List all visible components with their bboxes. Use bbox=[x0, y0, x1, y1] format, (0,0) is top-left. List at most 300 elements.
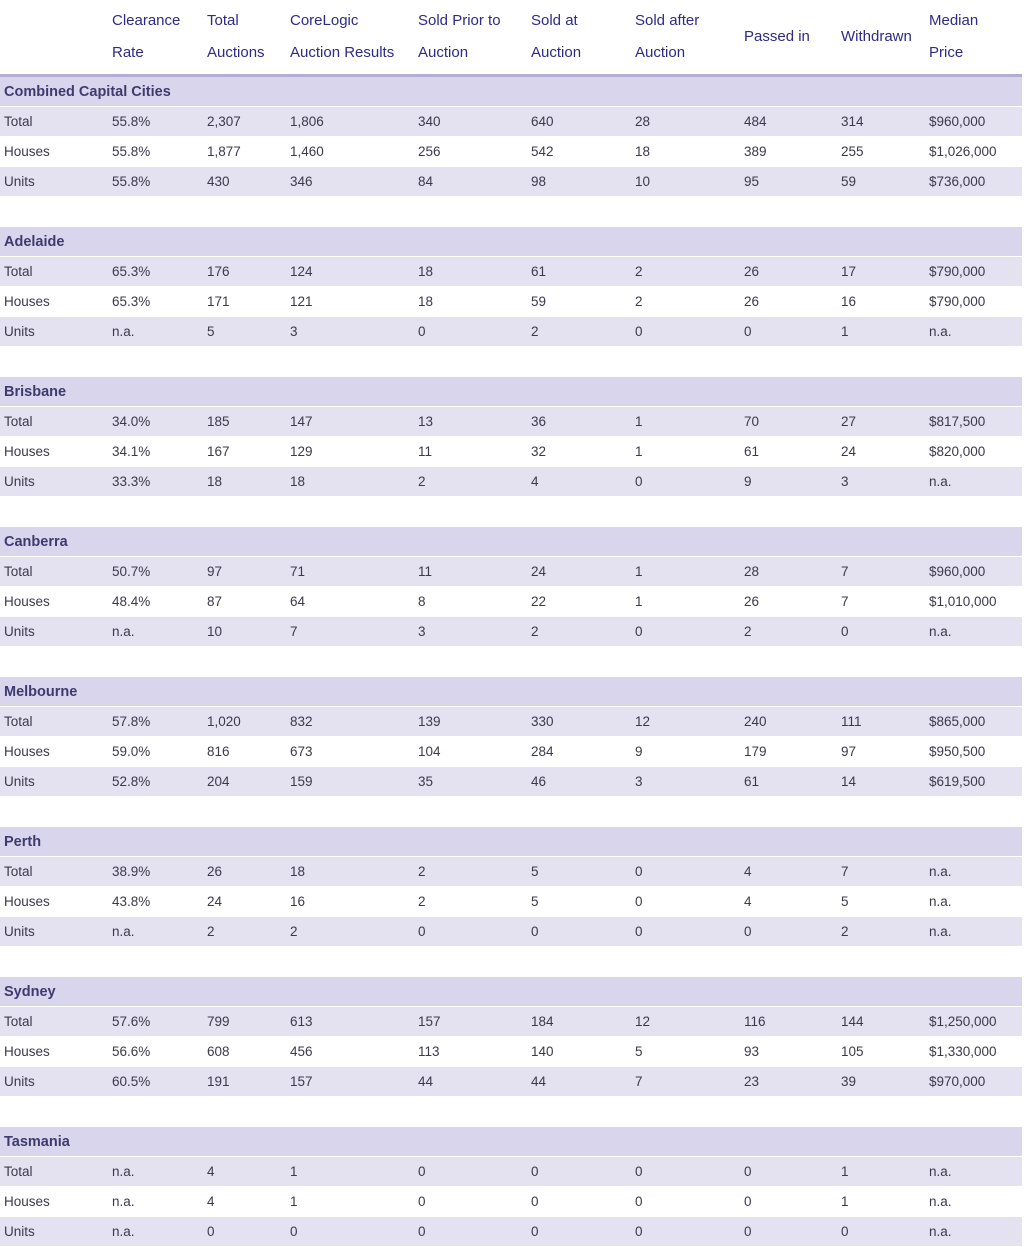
table-row bbox=[0, 1067, 1022, 1097]
cell-sold-after: 0 bbox=[631, 1157, 740, 1187]
cell-withdrawn: 314 bbox=[837, 107, 925, 137]
cell-sold-prior: 84 bbox=[414, 167, 527, 197]
cell-sold-at: 46 bbox=[527, 767, 631, 797]
spacer-cell bbox=[0, 797, 1022, 827]
table-row bbox=[0, 557, 1022, 587]
cell-sold-at: 330 bbox=[527, 707, 631, 737]
row-label: Houses bbox=[0, 737, 108, 767]
cell-corelogic-results: 7 bbox=[286, 617, 414, 647]
cell-passed-in: 0 bbox=[740, 917, 837, 947]
cell-withdrawn: 1 bbox=[837, 1157, 925, 1187]
cell-passed-in: 23 bbox=[740, 1067, 837, 1097]
column-header-sold-prior bbox=[414, 0, 527, 76]
cell-median-price: n.a. bbox=[925, 1187, 1022, 1217]
cell-sold-at: 59 bbox=[527, 287, 631, 317]
cell-corelogic-results: 16 bbox=[286, 887, 414, 917]
cell-clearance-rate: 65.3% bbox=[108, 287, 203, 317]
row-label: Total bbox=[0, 1007, 108, 1037]
cell-withdrawn: 3 bbox=[837, 467, 925, 497]
cell-total-auctions: 26 bbox=[203, 857, 286, 887]
cell-total-auctions: 1,020 bbox=[203, 707, 286, 737]
cell-corelogic-results: 2 bbox=[286, 917, 414, 947]
cell-corelogic-results: 18 bbox=[286, 857, 414, 887]
cell-median-price: n.a. bbox=[925, 917, 1022, 947]
cell-median-price: n.a. bbox=[925, 317, 1022, 347]
cell-sold-at: 0 bbox=[527, 1157, 631, 1187]
cell-passed-in: 240 bbox=[740, 707, 837, 737]
cell-sold-prior: 2 bbox=[414, 887, 527, 917]
column-header-median-price bbox=[925, 0, 1022, 76]
spacer-cell bbox=[0, 347, 1022, 377]
table-row bbox=[0, 917, 1022, 947]
row-label: Units bbox=[0, 767, 108, 797]
column-header-passed-in bbox=[740, 0, 837, 76]
table-row bbox=[0, 1157, 1022, 1187]
cell-sold-prior: 104 bbox=[414, 737, 527, 767]
cell-sold-at: 98 bbox=[527, 167, 631, 197]
row-label: Total bbox=[0, 107, 108, 137]
cell-passed-in: 4 bbox=[740, 887, 837, 917]
cell-sold-prior: 35 bbox=[414, 767, 527, 797]
group-spacer bbox=[0, 197, 1022, 227]
cell-clearance-rate: n.a. bbox=[108, 1187, 203, 1217]
table-body bbox=[0, 76, 1022, 1247]
cell-sold-after: 0 bbox=[631, 1217, 740, 1247]
cell-total-auctions: 10 bbox=[203, 617, 286, 647]
cell-passed-in: 0 bbox=[740, 1187, 837, 1217]
cell-withdrawn: 27 bbox=[837, 407, 925, 437]
group-header-row bbox=[0, 827, 1022, 857]
group-header-row bbox=[0, 76, 1022, 107]
table-row bbox=[0, 1217, 1022, 1247]
spacer-cell bbox=[0, 197, 1022, 227]
cell-clearance-rate: 57.8% bbox=[108, 707, 203, 737]
cell-median-price: $790,000 bbox=[925, 287, 1022, 317]
column-header-clearance-rate bbox=[108, 0, 203, 76]
cell-median-price: $619,500 bbox=[925, 767, 1022, 797]
cell-clearance-rate: 48.4% bbox=[108, 587, 203, 617]
cell-sold-at: 2 bbox=[527, 317, 631, 347]
table-row bbox=[0, 407, 1022, 437]
cell-total-auctions: 5 bbox=[203, 317, 286, 347]
cell-median-price: n.a. bbox=[925, 467, 1022, 497]
cell-sold-at: 24 bbox=[527, 557, 631, 587]
column-header-total-auctions bbox=[203, 0, 286, 76]
row-label: Houses bbox=[0, 287, 108, 317]
row-label: Houses bbox=[0, 1187, 108, 1217]
column-header-line: Auction bbox=[531, 44, 582, 61]
cell-corelogic-results: 1 bbox=[286, 1157, 414, 1187]
cell-corelogic-results: 124 bbox=[286, 257, 414, 287]
cell-sold-prior: 0 bbox=[414, 1187, 527, 1217]
cell-corelogic-results: 1 bbox=[286, 1187, 414, 1217]
cell-total-auctions: 185 bbox=[203, 407, 286, 437]
cell-sold-at: 5 bbox=[527, 887, 631, 917]
cell-sold-prior: 11 bbox=[414, 557, 527, 587]
cell-corelogic-results: 64 bbox=[286, 587, 414, 617]
table-row bbox=[0, 857, 1022, 887]
cell-sold-prior: 3 bbox=[414, 617, 527, 647]
cell-withdrawn: 24 bbox=[837, 437, 925, 467]
column-header-line: Rate bbox=[112, 44, 144, 61]
cell-clearance-rate: n.a. bbox=[108, 1157, 203, 1187]
cell-median-price: $817,500 bbox=[925, 407, 1022, 437]
cell-withdrawn: 7 bbox=[837, 857, 925, 887]
group-header-row bbox=[0, 527, 1022, 557]
cell-sold-prior: 256 bbox=[414, 137, 527, 167]
cell-clearance-rate: 60.5% bbox=[108, 1067, 203, 1097]
group-spacer bbox=[0, 497, 1022, 527]
cell-withdrawn: 1 bbox=[837, 317, 925, 347]
cell-clearance-rate: n.a. bbox=[108, 917, 203, 947]
cell-clearance-rate: 55.8% bbox=[108, 107, 203, 137]
spacer-cell bbox=[0, 947, 1022, 977]
cell-sold-after: 12 bbox=[631, 707, 740, 737]
group-name: Tasmania bbox=[0, 1127, 1022, 1157]
cell-clearance-rate: 59.0% bbox=[108, 737, 203, 767]
cell-sold-after: 18 bbox=[631, 137, 740, 167]
row-label: Units bbox=[0, 617, 108, 647]
cell-passed-in: 95 bbox=[740, 167, 837, 197]
cell-corelogic-results: 673 bbox=[286, 737, 414, 767]
cell-passed-in: 0 bbox=[740, 1217, 837, 1247]
cell-withdrawn: 5 bbox=[837, 887, 925, 917]
cell-total-auctions: 176 bbox=[203, 257, 286, 287]
cell-clearance-rate: n.a. bbox=[108, 317, 203, 347]
cell-clearance-rate: 43.8% bbox=[108, 887, 203, 917]
table-row bbox=[0, 137, 1022, 167]
cell-total-auctions: 816 bbox=[203, 737, 286, 767]
cell-total-auctions: 2 bbox=[203, 917, 286, 947]
table-row bbox=[0, 437, 1022, 467]
table-row bbox=[0, 617, 1022, 647]
cell-sold-at: 640 bbox=[527, 107, 631, 137]
row-label: Total bbox=[0, 707, 108, 737]
cell-total-auctions: 18 bbox=[203, 467, 286, 497]
column-header-line: Passed in bbox=[744, 28, 810, 45]
cell-sold-prior: 2 bbox=[414, 857, 527, 887]
cell-withdrawn: 0 bbox=[837, 1217, 925, 1247]
cell-total-auctions: 430 bbox=[203, 167, 286, 197]
cell-sold-prior: 340 bbox=[414, 107, 527, 137]
table-row bbox=[0, 167, 1022, 197]
cell-corelogic-results: 346 bbox=[286, 167, 414, 197]
cell-sold-after: 0 bbox=[631, 317, 740, 347]
cell-passed-in: 0 bbox=[740, 317, 837, 347]
cell-total-auctions: 97 bbox=[203, 557, 286, 587]
row-label: Houses bbox=[0, 887, 108, 917]
cell-passed-in: 28 bbox=[740, 557, 837, 587]
group-header-row bbox=[0, 1127, 1022, 1157]
row-label: Total bbox=[0, 857, 108, 887]
cell-sold-after: 5 bbox=[631, 1037, 740, 1067]
cell-clearance-rate: 56.6% bbox=[108, 1037, 203, 1067]
table-row bbox=[0, 1037, 1022, 1067]
cell-corelogic-results: 121 bbox=[286, 287, 414, 317]
cell-sold-at: 140 bbox=[527, 1037, 631, 1067]
column-header-line: Auctions bbox=[207, 44, 265, 61]
cell-clearance-rate: 34.0% bbox=[108, 407, 203, 437]
cell-sold-at: 0 bbox=[527, 1217, 631, 1247]
spacer-cell bbox=[0, 497, 1022, 527]
cell-sold-at: 184 bbox=[527, 1007, 631, 1037]
cell-sold-at: 0 bbox=[527, 917, 631, 947]
cell-clearance-rate: n.a. bbox=[108, 617, 203, 647]
row-label: Houses bbox=[0, 137, 108, 167]
cell-clearance-rate: 33.3% bbox=[108, 467, 203, 497]
column-header-line: Auction Results bbox=[290, 44, 395, 61]
cell-sold-prior: 44 bbox=[414, 1067, 527, 1097]
cell-passed-in: 26 bbox=[740, 257, 837, 287]
table-row bbox=[0, 287, 1022, 317]
cell-sold-at: 5 bbox=[527, 857, 631, 887]
group-name: Brisbane bbox=[0, 377, 1022, 407]
column-header-withdrawn bbox=[837, 0, 925, 76]
cell-sold-after: 9 bbox=[631, 737, 740, 767]
cell-withdrawn: 14 bbox=[837, 767, 925, 797]
cell-clearance-rate: 55.8% bbox=[108, 167, 203, 197]
spacer-cell bbox=[0, 647, 1022, 677]
column-header-line: Sold Prior to bbox=[418, 12, 501, 29]
cell-median-price: $736,000 bbox=[925, 167, 1022, 197]
cell-clearance-rate: 52.8% bbox=[108, 767, 203, 797]
cell-passed-in: 26 bbox=[740, 287, 837, 317]
cell-sold-after: 12 bbox=[631, 1007, 740, 1037]
cell-median-price: n.a. bbox=[925, 887, 1022, 917]
cell-sold-after: 1 bbox=[631, 557, 740, 587]
cell-clearance-rate: 50.7% bbox=[108, 557, 203, 587]
cell-median-price: $820,000 bbox=[925, 437, 1022, 467]
table-row bbox=[0, 737, 1022, 767]
group-header-row bbox=[0, 677, 1022, 707]
cell-sold-prior: 13 bbox=[414, 407, 527, 437]
cell-median-price: $1,010,000 bbox=[925, 587, 1022, 617]
cell-passed-in: 0 bbox=[740, 1157, 837, 1187]
cell-withdrawn: 16 bbox=[837, 287, 925, 317]
cell-withdrawn: 7 bbox=[837, 587, 925, 617]
cell-passed-in: 389 bbox=[740, 137, 837, 167]
row-label: Houses bbox=[0, 1037, 108, 1067]
group-header-row bbox=[0, 377, 1022, 407]
cell-median-price: $970,000 bbox=[925, 1067, 1022, 1097]
cell-corelogic-results: 159 bbox=[286, 767, 414, 797]
table-row bbox=[0, 767, 1022, 797]
group-name: Perth bbox=[0, 827, 1022, 857]
row-label: Total bbox=[0, 557, 108, 587]
cell-median-price: $960,000 bbox=[925, 557, 1022, 587]
group-spacer bbox=[0, 647, 1022, 677]
row-label: Total bbox=[0, 407, 108, 437]
cell-passed-in: 2 bbox=[740, 617, 837, 647]
row-label: Units bbox=[0, 467, 108, 497]
cell-passed-in: 179 bbox=[740, 737, 837, 767]
cell-corelogic-results: 0 bbox=[286, 1217, 414, 1247]
group-spacer bbox=[0, 797, 1022, 827]
cell-withdrawn: 0 bbox=[837, 617, 925, 647]
cell-sold-prior: 0 bbox=[414, 1217, 527, 1247]
cell-sold-after: 0 bbox=[631, 617, 740, 647]
cell-median-price: $865,000 bbox=[925, 707, 1022, 737]
spacer-cell bbox=[0, 1097, 1022, 1127]
row-label: Total bbox=[0, 1157, 108, 1187]
cell-sold-after: 2 bbox=[631, 287, 740, 317]
cell-corelogic-results: 832 bbox=[286, 707, 414, 737]
column-header-line: Auction bbox=[418, 44, 469, 61]
group-header-row bbox=[0, 977, 1022, 1007]
cell-sold-after: 0 bbox=[631, 887, 740, 917]
cell-corelogic-results: 71 bbox=[286, 557, 414, 587]
cell-sold-prior: 0 bbox=[414, 1157, 527, 1187]
group-name: Combined Capital Cities bbox=[0, 76, 1022, 107]
cell-sold-prior: 18 bbox=[414, 257, 527, 287]
row-label: Units bbox=[0, 167, 108, 197]
column-header-line: Auction bbox=[635, 44, 686, 61]
cell-passed-in: 93 bbox=[740, 1037, 837, 1067]
cell-corelogic-results: 456 bbox=[286, 1037, 414, 1067]
cell-passed-in: 61 bbox=[740, 437, 837, 467]
group-name: Sydney bbox=[0, 977, 1022, 1007]
cell-passed-in: 4 bbox=[740, 857, 837, 887]
group-spacer bbox=[0, 347, 1022, 377]
cell-corelogic-results: 1,806 bbox=[286, 107, 414, 137]
header-row bbox=[0, 0, 1022, 76]
column-header-blank bbox=[0, 0, 108, 76]
cell-median-price: $1,250,000 bbox=[925, 1007, 1022, 1037]
cell-sold-after: 0 bbox=[631, 917, 740, 947]
cell-sold-prior: 2 bbox=[414, 467, 527, 497]
column-header-line: Sold at bbox=[531, 12, 578, 29]
column-header-line: Sold after bbox=[635, 12, 700, 29]
cell-median-price: n.a. bbox=[925, 857, 1022, 887]
cell-sold-after: 0 bbox=[631, 1187, 740, 1217]
cell-withdrawn: 111 bbox=[837, 707, 925, 737]
cell-withdrawn: 39 bbox=[837, 1067, 925, 1097]
cell-total-auctions: 0 bbox=[203, 1217, 286, 1247]
cell-sold-prior: 113 bbox=[414, 1037, 527, 1067]
group-spacer bbox=[0, 1097, 1022, 1127]
cell-median-price: n.a. bbox=[925, 1217, 1022, 1247]
cell-sold-at: 44 bbox=[527, 1067, 631, 1097]
cell-total-auctions: 87 bbox=[203, 587, 286, 617]
cell-sold-at: 284 bbox=[527, 737, 631, 767]
cell-corelogic-results: 157 bbox=[286, 1067, 414, 1097]
cell-sold-after: 7 bbox=[631, 1067, 740, 1097]
group-name: Melbourne bbox=[0, 677, 1022, 707]
cell-total-auctions: 2,307 bbox=[203, 107, 286, 137]
table-row bbox=[0, 467, 1022, 497]
table-row bbox=[0, 107, 1022, 137]
table-row bbox=[0, 1187, 1022, 1217]
cell-clearance-rate: 65.3% bbox=[108, 257, 203, 287]
column-header-line: Median bbox=[929, 12, 979, 29]
cell-withdrawn: 17 bbox=[837, 257, 925, 287]
cell-sold-after: 3 bbox=[631, 767, 740, 797]
cell-corelogic-results: 613 bbox=[286, 1007, 414, 1037]
cell-withdrawn: 97 bbox=[837, 737, 925, 767]
cell-sold-prior: 157 bbox=[414, 1007, 527, 1037]
row-label: Units bbox=[0, 1217, 108, 1247]
cell-median-price: $790,000 bbox=[925, 257, 1022, 287]
cell-sold-at: 0 bbox=[527, 1187, 631, 1217]
row-label: Total bbox=[0, 257, 108, 287]
column-header-line: Withdrawn bbox=[841, 28, 912, 45]
cell-passed-in: 116 bbox=[740, 1007, 837, 1037]
column-header-corelogic-results bbox=[286, 0, 414, 76]
cell-sold-after: 10 bbox=[631, 167, 740, 197]
table-row bbox=[0, 317, 1022, 347]
cell-median-price: $1,330,000 bbox=[925, 1037, 1022, 1067]
column-header-line: Price bbox=[929, 44, 964, 61]
cell-sold-prior: 139 bbox=[414, 707, 527, 737]
cell-sold-prior: 11 bbox=[414, 437, 527, 467]
cell-sold-at: 61 bbox=[527, 257, 631, 287]
table-row bbox=[0, 1007, 1022, 1037]
cell-sold-at: 36 bbox=[527, 407, 631, 437]
group-spacer bbox=[0, 947, 1022, 977]
cell-passed-in: 70 bbox=[740, 407, 837, 437]
cell-total-auctions: 799 bbox=[203, 1007, 286, 1037]
cell-clearance-rate: 57.6% bbox=[108, 1007, 203, 1037]
cell-sold-prior: 18 bbox=[414, 287, 527, 317]
cell-corelogic-results: 1,460 bbox=[286, 137, 414, 167]
cell-total-auctions: 4 bbox=[203, 1187, 286, 1217]
cell-passed-in: 484 bbox=[740, 107, 837, 137]
cell-median-price: n.a. bbox=[925, 1157, 1022, 1187]
cell-clearance-rate: n.a. bbox=[108, 1217, 203, 1247]
table-row bbox=[0, 257, 1022, 287]
cell-sold-prior: 0 bbox=[414, 317, 527, 347]
cell-corelogic-results: 129 bbox=[286, 437, 414, 467]
table-header bbox=[0, 0, 1022, 76]
cell-sold-prior: 8 bbox=[414, 587, 527, 617]
cell-withdrawn: 2 bbox=[837, 917, 925, 947]
cell-passed-in: 61 bbox=[740, 767, 837, 797]
cell-sold-after: 1 bbox=[631, 407, 740, 437]
table-row bbox=[0, 587, 1022, 617]
cell-corelogic-results: 147 bbox=[286, 407, 414, 437]
cell-median-price: $1,026,000 bbox=[925, 137, 1022, 167]
cell-sold-after: 28 bbox=[631, 107, 740, 137]
table-row bbox=[0, 707, 1022, 737]
row-label: Houses bbox=[0, 437, 108, 467]
group-name: Canberra bbox=[0, 527, 1022, 557]
cell-median-price: $950,500 bbox=[925, 737, 1022, 767]
cell-sold-at: 22 bbox=[527, 587, 631, 617]
cell-sold-at: 32 bbox=[527, 437, 631, 467]
cell-median-price: n.a. bbox=[925, 617, 1022, 647]
row-label: Houses bbox=[0, 587, 108, 617]
cell-sold-at: 4 bbox=[527, 467, 631, 497]
cell-withdrawn: 7 bbox=[837, 557, 925, 587]
cell-withdrawn: 1 bbox=[837, 1187, 925, 1217]
cell-sold-at: 542 bbox=[527, 137, 631, 167]
cell-total-auctions: 204 bbox=[203, 767, 286, 797]
row-label: Units bbox=[0, 1067, 108, 1097]
cell-total-auctions: 24 bbox=[203, 887, 286, 917]
cell-total-auctions: 191 bbox=[203, 1067, 286, 1097]
cell-total-auctions: 171 bbox=[203, 287, 286, 317]
cell-passed-in: 9 bbox=[740, 467, 837, 497]
row-label: Units bbox=[0, 317, 108, 347]
column-header-sold-at bbox=[527, 0, 631, 76]
cell-corelogic-results: 18 bbox=[286, 467, 414, 497]
cell-sold-after: 1 bbox=[631, 437, 740, 467]
cell-sold-after: 2 bbox=[631, 257, 740, 287]
cell-clearance-rate: 34.1% bbox=[108, 437, 203, 467]
cell-median-price: $960,000 bbox=[925, 107, 1022, 137]
cell-total-auctions: 1,877 bbox=[203, 137, 286, 167]
cell-sold-after: 0 bbox=[631, 857, 740, 887]
